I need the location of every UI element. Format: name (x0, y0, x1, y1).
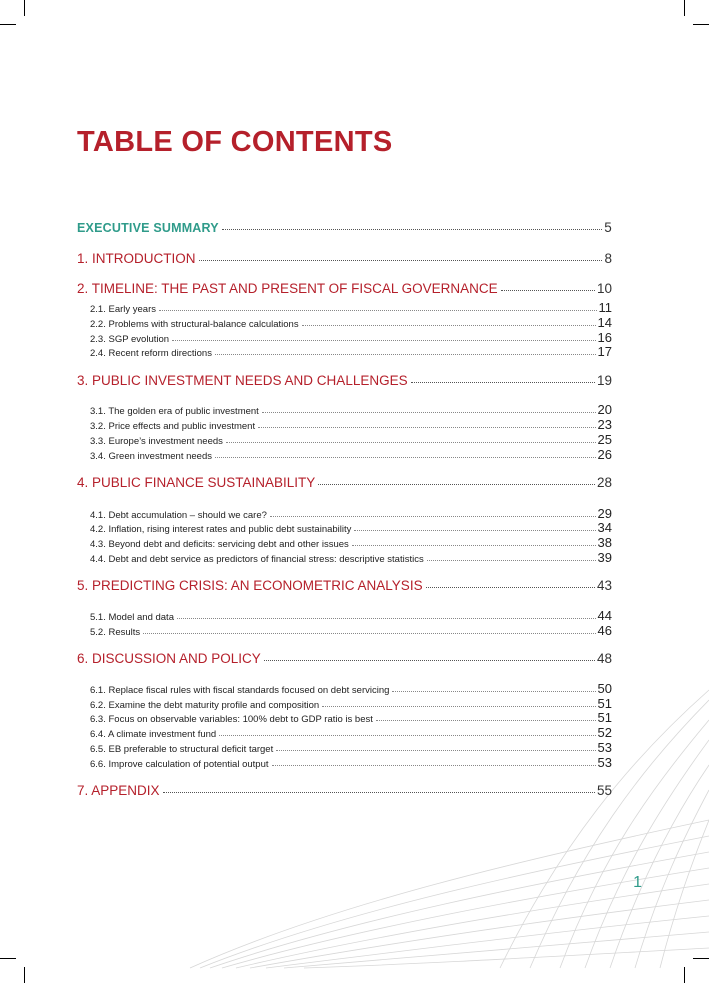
toc-entry-page: 46 (597, 623, 612, 638)
dot-leader (276, 750, 595, 751)
dot-leader (427, 560, 596, 561)
toc-entry-subsection-5-1[interactable] (90, 608, 612, 623)
toc-entry-subsection-3-2[interactable] (90, 417, 612, 432)
toc-entry-page: 38 (597, 535, 612, 550)
dot-leader (215, 457, 596, 458)
toc-entry-page: 19 (596, 373, 612, 388)
toc-entry-label: 5.1. Model and data (90, 612, 174, 623)
toc-entry-subsection-3-3[interactable] (90, 432, 612, 447)
dot-leader (143, 633, 595, 634)
toc-entry-page: 43 (596, 578, 612, 593)
toc-entry-label: 2.1. Early years (90, 304, 156, 315)
page-number: 1 (633, 874, 642, 891)
toc-entry-label: EXECUTIVE SUMMARY (77, 221, 219, 235)
toc-entry-page: 51 (597, 696, 612, 711)
toc-entry-subsection-3-1[interactable] (90, 402, 612, 417)
toc-entry-page: 8 (604, 251, 612, 266)
toc-entry-subsection-4-3[interactable] (90, 535, 612, 550)
dot-leader (411, 382, 595, 383)
toc-entry-label: 5.2. Results (90, 627, 141, 638)
dot-leader (270, 516, 596, 517)
toc-entry-page: 5 (604, 220, 612, 235)
toc-entry-page: 26 (597, 447, 612, 462)
toc-entry-label: 4.3. Beyond debt and deficits: servicing debt and other issues (90, 539, 349, 550)
toc-entry-label: 2.4. Recent reform directions (90, 348, 212, 359)
toc-entry-page: 10 (596, 281, 612, 296)
dot-leader (172, 340, 595, 341)
dot-leader (501, 290, 595, 291)
dot-leader (226, 442, 596, 443)
dot-leader (177, 618, 596, 619)
toc-entry-section-1[interactable] (77, 251, 612, 269)
dot-leader (354, 530, 595, 531)
toc-entry-executive-summary[interactable] (77, 220, 612, 238)
toc-entry-label: 6.1. Replace fiscal rules with fiscal standards focused on debt servicing (90, 685, 390, 696)
toc-entry-label: 6.3. Focus on observable variables: 100% debt to GDP ratio is best (90, 714, 373, 725)
toc-entry-section-7[interactable] (77, 783, 612, 801)
toc-entry-label: 4.1. Debt accumulation – should we care? (90, 510, 267, 521)
dot-leader (322, 706, 595, 707)
toc-entry-page: 20 (597, 402, 612, 417)
toc-entry-label: 6. DISCUSSION AND POLICY (77, 651, 261, 666)
toc-entry-section-5[interactable] (77, 578, 612, 596)
toc-entry-label: 2. TIMELINE: THE PAST AND PRESENT OF FISCAL GOVERNANCE (77, 281, 498, 296)
toc-entry-label: 6.2. Examine the debt maturity profile and composition (90, 700, 320, 711)
dot-leader (272, 765, 596, 766)
toc-entry-subsection-6-6[interactable] (90, 755, 612, 770)
dot-leader (262, 412, 596, 413)
toc-entry-section-6[interactable] (77, 651, 612, 669)
toc-entry-page: 44 (597, 608, 612, 623)
toc-entry-label: 6.4. A climate investment fund (90, 729, 217, 740)
toc-entry-label: 1. INTRODUCTION (77, 251, 196, 266)
toc-entry-page: 14 (597, 315, 612, 330)
dot-leader (215, 354, 596, 355)
toc-entry-subsection-2-4[interactable] (90, 344, 612, 359)
toc-entry-page: 55 (596, 783, 612, 798)
toc-entry-page: 23 (597, 417, 612, 432)
toc-entry-subsection-2-1[interactable] (90, 300, 612, 315)
toc-entry-page: 11 (598, 300, 612, 315)
toc-entry-subsection-4-2[interactable] (90, 520, 612, 535)
dot-leader (258, 427, 595, 428)
dot-leader (392, 691, 595, 692)
toc-entry-subsection-2-2[interactable] (90, 315, 612, 330)
toc-entry-subsection-3-4[interactable] (90, 447, 612, 462)
toc-entry-label: 2.3. SGP evolution (90, 334, 170, 345)
toc-entry-subsection-6-5[interactable] (90, 740, 612, 755)
toc-entry-label: 2.2. Problems with structural-balance calculations (90, 319, 299, 330)
toc-entry-subsection-6-3[interactable] (90, 710, 612, 725)
toc-entry-section-4[interactable] (77, 475, 612, 493)
dot-leader (426, 587, 595, 588)
dot-leader (302, 325, 596, 326)
toc-entry-label: 3.2. Price effects and public investment (90, 421, 256, 432)
toc-entry-subsection-6-2[interactable] (90, 696, 612, 711)
toc-entry-page: 50 (597, 681, 612, 696)
toc-entry-page: 17 (597, 344, 612, 359)
toc-entry-page: 52 (597, 725, 612, 740)
toc-entry-page: 16 (597, 330, 612, 345)
dot-leader (318, 484, 595, 485)
toc-entry-page: 28 (596, 475, 612, 490)
toc-entry-page: 34 (597, 520, 612, 535)
toc-entry-page: 39 (597, 550, 612, 565)
toc-entry-label: 3.4. Green investment needs (90, 451, 212, 462)
toc-entry-label: 3. PUBLIC INVESTMENT NEEDS AND CHALLENGES (77, 373, 408, 388)
toc-entry-label: 6.5. EB preferable to structural deficit target (90, 744, 274, 755)
toc-entry-label: 7. APPENDIX (77, 783, 160, 798)
toc-entry-section-3[interactable] (77, 373, 612, 391)
toc-entry-page: 53 (597, 740, 612, 755)
toc-entry-label: 5. PREDICTING CRISIS: AN ECONOMETRIC ANALYSIS (77, 578, 423, 593)
dot-leader (219, 735, 595, 736)
dot-leader (159, 310, 597, 311)
dot-leader (222, 229, 602, 230)
toc-entry-label: 6.6. Improve calculation of potential output (90, 759, 269, 770)
toc-entry-subsection-2-3[interactable] (90, 330, 612, 345)
toc-entry-subsection-4-4[interactable] (90, 550, 612, 565)
toc-entry-label: 4.2. Inflation, rising interest rates and public debt sustainability (90, 524, 352, 535)
page-title: TABLE OF CONTENTS (77, 126, 393, 158)
toc-entry-page: 51 (597, 710, 612, 725)
toc-entry-subsection-4-1[interactable] (90, 506, 612, 521)
dot-leader (264, 660, 595, 661)
dot-leader (376, 720, 596, 721)
dot-leader (199, 260, 603, 261)
toc-entry-page: 25 (597, 432, 612, 447)
toc-entry-subsection-5-2[interactable] (90, 623, 612, 638)
toc-entry-page: 48 (596, 651, 612, 666)
dot-leader (352, 545, 596, 546)
toc-entry-page: 29 (597, 506, 612, 521)
toc-entry-page: 53 (597, 755, 612, 770)
toc-entry-label: 3.1. The golden era of public investment (90, 406, 259, 417)
toc-entry-label: 4.4. Debt and debt service as predictors of financial stress: descriptive statistics (90, 554, 424, 565)
toc-entry-subsection-6-1[interactable] (90, 681, 612, 696)
toc-entry-subsection-6-4[interactable] (90, 725, 612, 740)
dot-leader (163, 792, 595, 793)
toc-entry-section-2[interactable] (77, 281, 612, 299)
toc-entry-label: 3.3. Europe’s investment needs (90, 436, 223, 447)
toc-entry-label: 4. PUBLIC FINANCE SUSTAINABILITY (77, 475, 316, 490)
